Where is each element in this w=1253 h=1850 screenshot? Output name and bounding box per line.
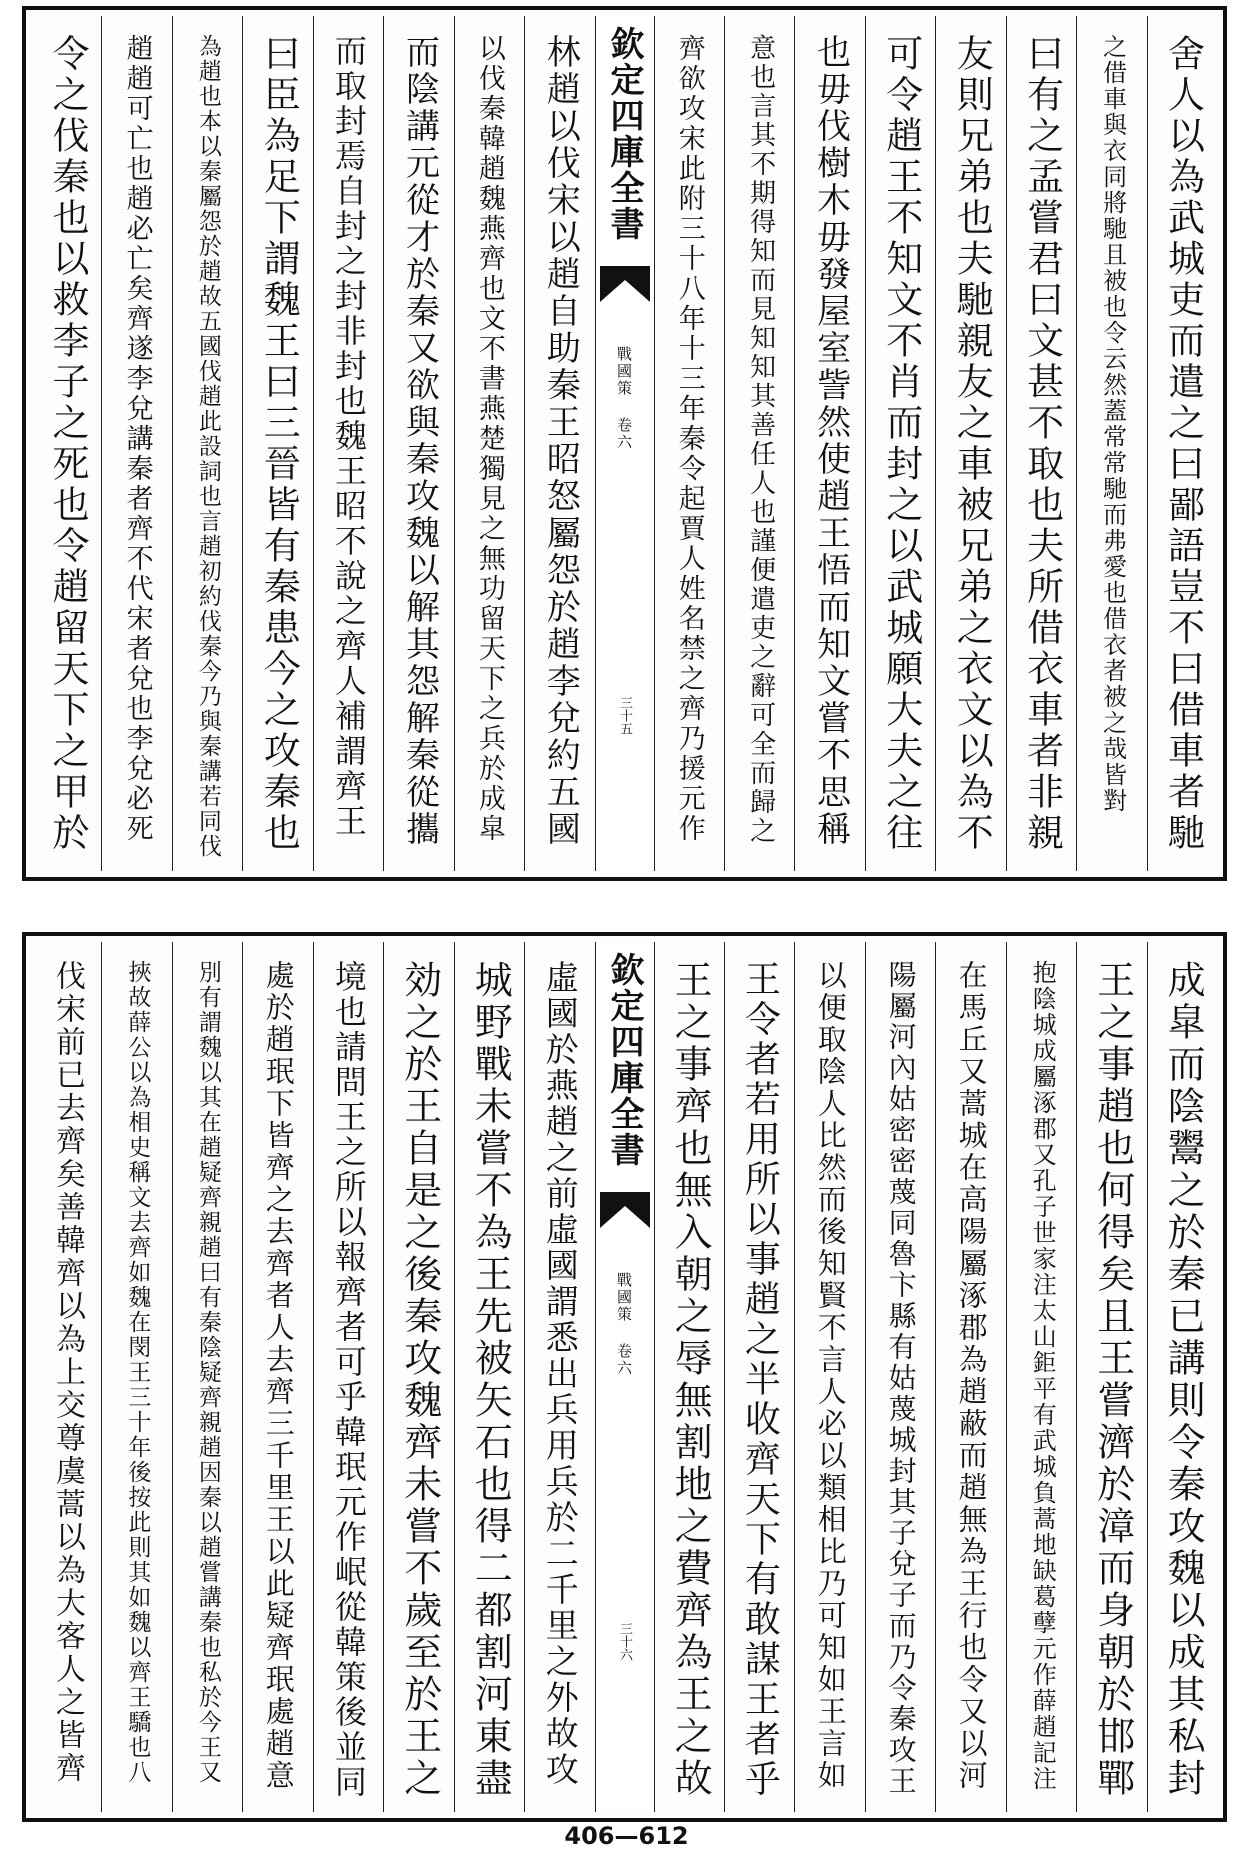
text-column [242,16,312,871]
lower-columns [32,942,1217,1812]
text-column [794,942,864,1812]
column-text: 王令者若用所以事趙之半收齊天下有敢謀王者乎 [739,960,781,1800]
page-number: 406—612 [564,1822,689,1850]
column-text: 成皐而陰鬻之於秦已講則令秦攻魏以成其私封 [1161,960,1206,1800]
column-text: 王之事齊也無入朝之辱無割地之費齊為王之故 [668,960,713,1800]
text-column [172,16,242,871]
text-column [724,16,794,871]
lower-page-frame [22,932,1227,1822]
text-column [313,942,383,1812]
column-text: 為趙也本以秦屬怨於趙故五國伐趙此設詞也言趙初約伐秦今乃與秦講若同伐 [194,34,221,859]
volume-label: 戰國策 卷六 [615,1272,633,1377]
fishtail-mark-icon [600,266,650,302]
text-column [172,942,242,1812]
text-column [524,16,594,871]
text-column [1006,942,1076,1812]
text-column [794,16,864,871]
text-column [1076,16,1146,871]
column-text: 伐宋前已去齊矣善韓齊以為上交尊虞蒿以為大客人之皆齊 [49,960,85,1785]
text-column [1147,16,1217,871]
column-text: 意也言其不期得知而見知知其善任人也謹便遣吏之辭可全而歸之 [745,34,776,846]
column-text: 舍人以為武城吏而遣之曰鄙語豈不曰借車者馳 [1161,34,1205,854]
text-column [454,16,524,871]
text-column [865,942,935,1812]
upper-columns [32,16,1217,871]
text-column [1006,16,1076,871]
text-column [524,942,594,1812]
book-title: 欽定四庫全書 [604,952,644,1168]
column-text: 以便取陰人比然而後知賢不言人必以類相比乃可知如王言如 [813,960,848,1792]
column-text: 也毋伐樹木毋發屋室訾然使趙王悟而知文嘗不思稱 [810,34,851,848]
text-column [313,16,383,871]
text-column [454,942,524,1812]
column-text: 在馬丘又蒿城在高陽屬涿郡為趙蔽而趙無為王行也令又以河 [954,960,989,1792]
text-column [101,942,171,1812]
text-column [101,16,171,871]
text-column [724,942,794,1812]
text-column [935,16,1005,871]
column-text: 別有謂魏以其在趙疑齊親趙曰有秦陰疑齊親趙因秦以趙嘗講秦也私於今王又 [194,960,221,1785]
column-text: 虛國於燕趙之前虛國謂悉出兵用兵於二千里之外故攻 [540,960,580,1788]
text-column [242,942,312,1812]
leaf-number: 三十五 [617,696,632,735]
column-text: 挾故薛公以為相史稱文去齊如魏在閔王三十年後按此則其如魏以齊王驕也八 [124,960,151,1785]
leaf-number: 三十六 [617,1622,632,1661]
column-text: 可令趙王不知文不肖而封之以武城願大夫之往 [879,34,923,854]
column-text: 而取封焉自封之封非封也魏王昭不說之齊人補謂齊王 [329,34,368,839]
column-text: 曰有之孟嘗君曰文甚不取也夫所借衣車者非親 [1020,34,1064,854]
volume-label: 戰國策 卷六 [615,346,633,451]
column-text: 而陰講元從才於秦又欲與秦攻魏以解其怨解秦從攜 [399,34,440,848]
column-text: 効之於王自是之後秦攻魏齊未嘗不歲至於王之 [397,960,442,1800]
column-text: 令之伐秦也以救李子之死也令趙留天下之甲於 [45,34,89,854]
column-text: 以伐秦韓趙魏燕齊也文不書燕楚獨見之無功留天下之兵於成皐 [473,34,505,844]
column-text: 曰臣為足下謂魏王曰三晉皆有秦患今之攻秦也 [257,34,301,854]
text-column [1147,942,1217,1812]
text-column [383,942,453,1812]
center-fold-column [595,16,654,871]
text-column [935,942,1005,1812]
text-column [654,16,724,871]
upper-page-frame [22,6,1227,881]
column-text: 城野戰未嘗不為王先被矢石也得二都割河東盡 [468,960,513,1800]
text-column [1076,942,1146,1812]
column-text: 之借車與衣同將馳且被也令云然蓋常常馳而弗愛也借衣者被之哉皆對 [1098,34,1127,814]
column-text: 友則兄弟也夫馳親友之車被兄弟之衣文以為不 [950,34,994,854]
column-text: 齊欲攻宋此附三十八年十三年秦令起賈人姓名禁之齊乃援元作 [673,34,705,844]
book-title: 欽定四庫全書 [604,26,644,242]
text-column [32,942,101,1812]
column-text: 林趙以伐宋以趙自助秦王昭怒屬怨於趙李兌約五國 [540,34,581,848]
column-text: 抱陰城成屬涿郡又孔子世家注太山鉅平有武城負蒿地缺葛孽元作薛趙記注 [1028,960,1057,1792]
text-column [32,16,101,871]
text-column [865,16,935,871]
column-text: 王之事趙也何得矣且王嘗濟於漳而身朝於邯鄲 [1090,960,1135,1800]
fishtail-mark-icon [600,1192,650,1228]
column-text: 處於趙珉下皆齊之去齊者人去齊三千里王以此疑齊珉處趙意 [261,960,296,1792]
column-text: 趙趙可亡也趙必亡矣齊遂李兌講秦者齊不代宋者兌也李兌必死 [121,34,153,844]
center-fold-column [595,942,654,1812]
column-text: 境也請問王之所以報齊者可乎韓珉元作岷從韓策後並同 [329,960,368,1800]
text-column [654,942,724,1812]
text-column [383,16,453,871]
column-text: 陽屬河內姑密密蔑同魯卞縣有姑蔑城封其子兌子而乃令秦攻王 [884,960,918,1797]
